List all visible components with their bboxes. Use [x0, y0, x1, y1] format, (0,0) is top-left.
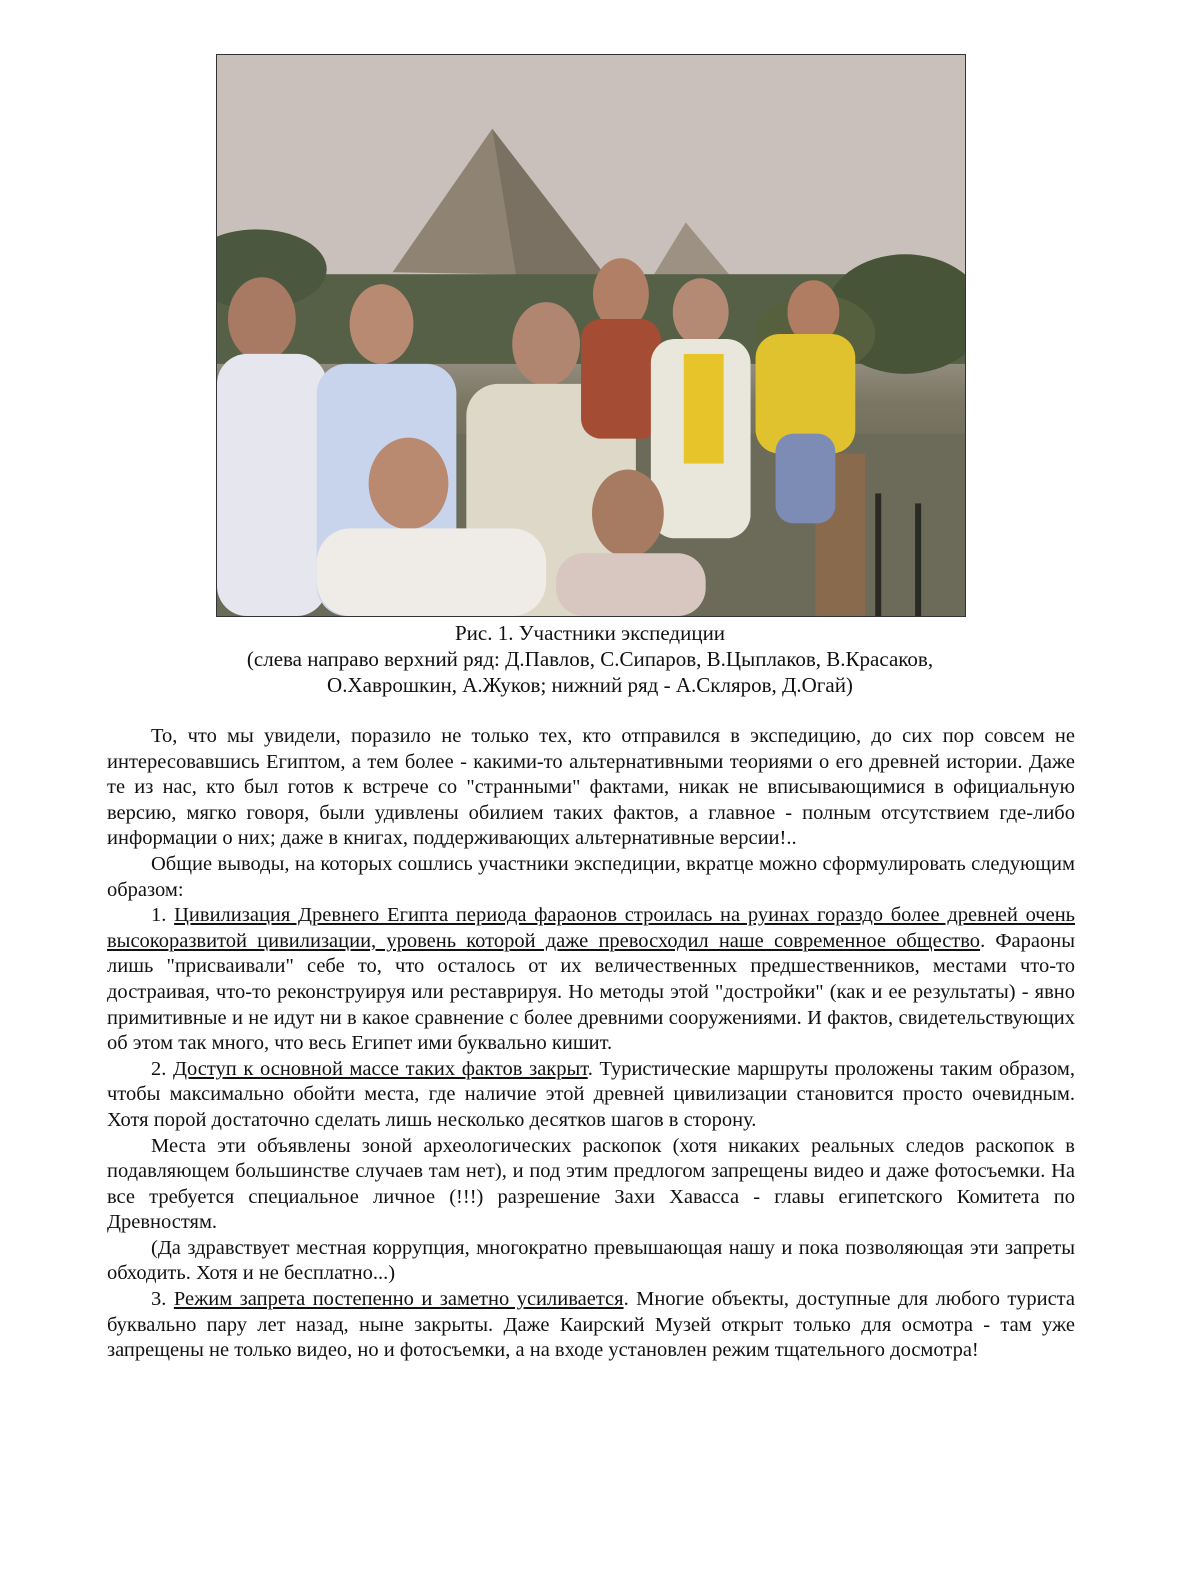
paragraph-text: . Фараоны лишь "присваивали" себе то, что осталось от их величественных предшественников, местами что-то достраивая, что-то реконструируя или реставрируя. Но методы этой "достройки" (как и ее результаты) - явно примитивные и не идут ни в какое сравнение с более древними сооружениями. И фактов, свидетельствующих об этом так много, что весь Египет ими буквально кишит.: [107, 929, 1076, 1055]
figure-caption: [150, 620, 1030, 698]
paragraph-text: . Многие объекты, доступные для любого туриста буквально пару лет назад, ныне закрыты. Даже Каирский Музей открыт только для осмотра - там уже запрещены не только видео, но и фотосъемки, а на входе установлен режим тщательного досмотра!: [107, 1288, 1075, 1362]
paragraph: То, что мы увидели, поразило не только тех, кто отправился в экспедицию, до сих пор совсем не интересовавшись Египтом, а тем более - какими-то альтернативными теориями о его древней истории. Даже те из нас, кто был готов к встрече со "странными" фактами, никак не вписывающимися в официальную версию, мягко говоря, были удивлены обилием таких фактов, а главное - полным отсутствием где-либо информации о них; даже в книгах, поддерживающих альтернативные версии!..: [107, 725, 1075, 850]
paragraph: Общие выводы, на которых сошлись участники экспедиции, вкратце можно сформулировать следующим образом:: [107, 852, 1075, 901]
underlined-thesis: Цивилизация Древнего Египта периода фараонов строилась на руинах гораздо более древней очень высокоразвитой цивилизации, уровень которой даже превосходил наше современное общество: [107, 904, 1076, 952]
caption-line: (слева направо верхний ряд: Д.Павлов, С.Сипаров, В.Цыплаков, В.Красаков,: [246, 647, 934, 671]
item-number: 3.: [151, 1288, 174, 1311]
numbered-paragraph: [107, 903, 1075, 1057]
item-number: 1.: [151, 904, 175, 927]
item-number: 2.: [151, 1057, 174, 1080]
article-body: [107, 724, 1075, 1364]
underlined-thesis: Режим запрета постепенно и заметно усиливается: [173, 1288, 624, 1311]
expedition-photo: [216, 54, 966, 617]
paragraph-text: . Туристические маршруты проложены таким образом, чтобы максимально обойти места, где наличие этой древней цивилизации становится просто очевидным. Хотя порой достаточно сделать лишь несколько десятков шагов в сторону.: [107, 1057, 1076, 1131]
expedition-photo-illustration: [217, 55, 965, 616]
caption-title: Рис. 1. Участники экспедиции: [454, 621, 726, 645]
caption-line: О.Хаврошкин, А.Жуков; нижний ряд - А.Скляров, Д.Огай): [327, 673, 853, 697]
numbered-paragraph: [107, 1057, 1075, 1134]
paragraph: Места эти объявлены зоной археологических раскопок (хотя никаких реальных следов раскопок в подавляющем большинстве случаев там нет), и под этим предлогом запрещены видео и даже фотосъемки. На все требуется специальное личное (!!!) разрешение Захи Хавасса - главы египетского Комитета по Древностям.: [107, 1134, 1075, 1234]
numbered-paragraph: [107, 1287, 1075, 1364]
paragraph: (Да здравствует местная коррупция, многократно превышающая нашу и пока позволяющая эти запреты обходить. Хотя и не бесплатно...): [107, 1236, 1075, 1285]
underlined-thesis: Доступ к основной массе таких фактов закрыт: [173, 1057, 588, 1080]
